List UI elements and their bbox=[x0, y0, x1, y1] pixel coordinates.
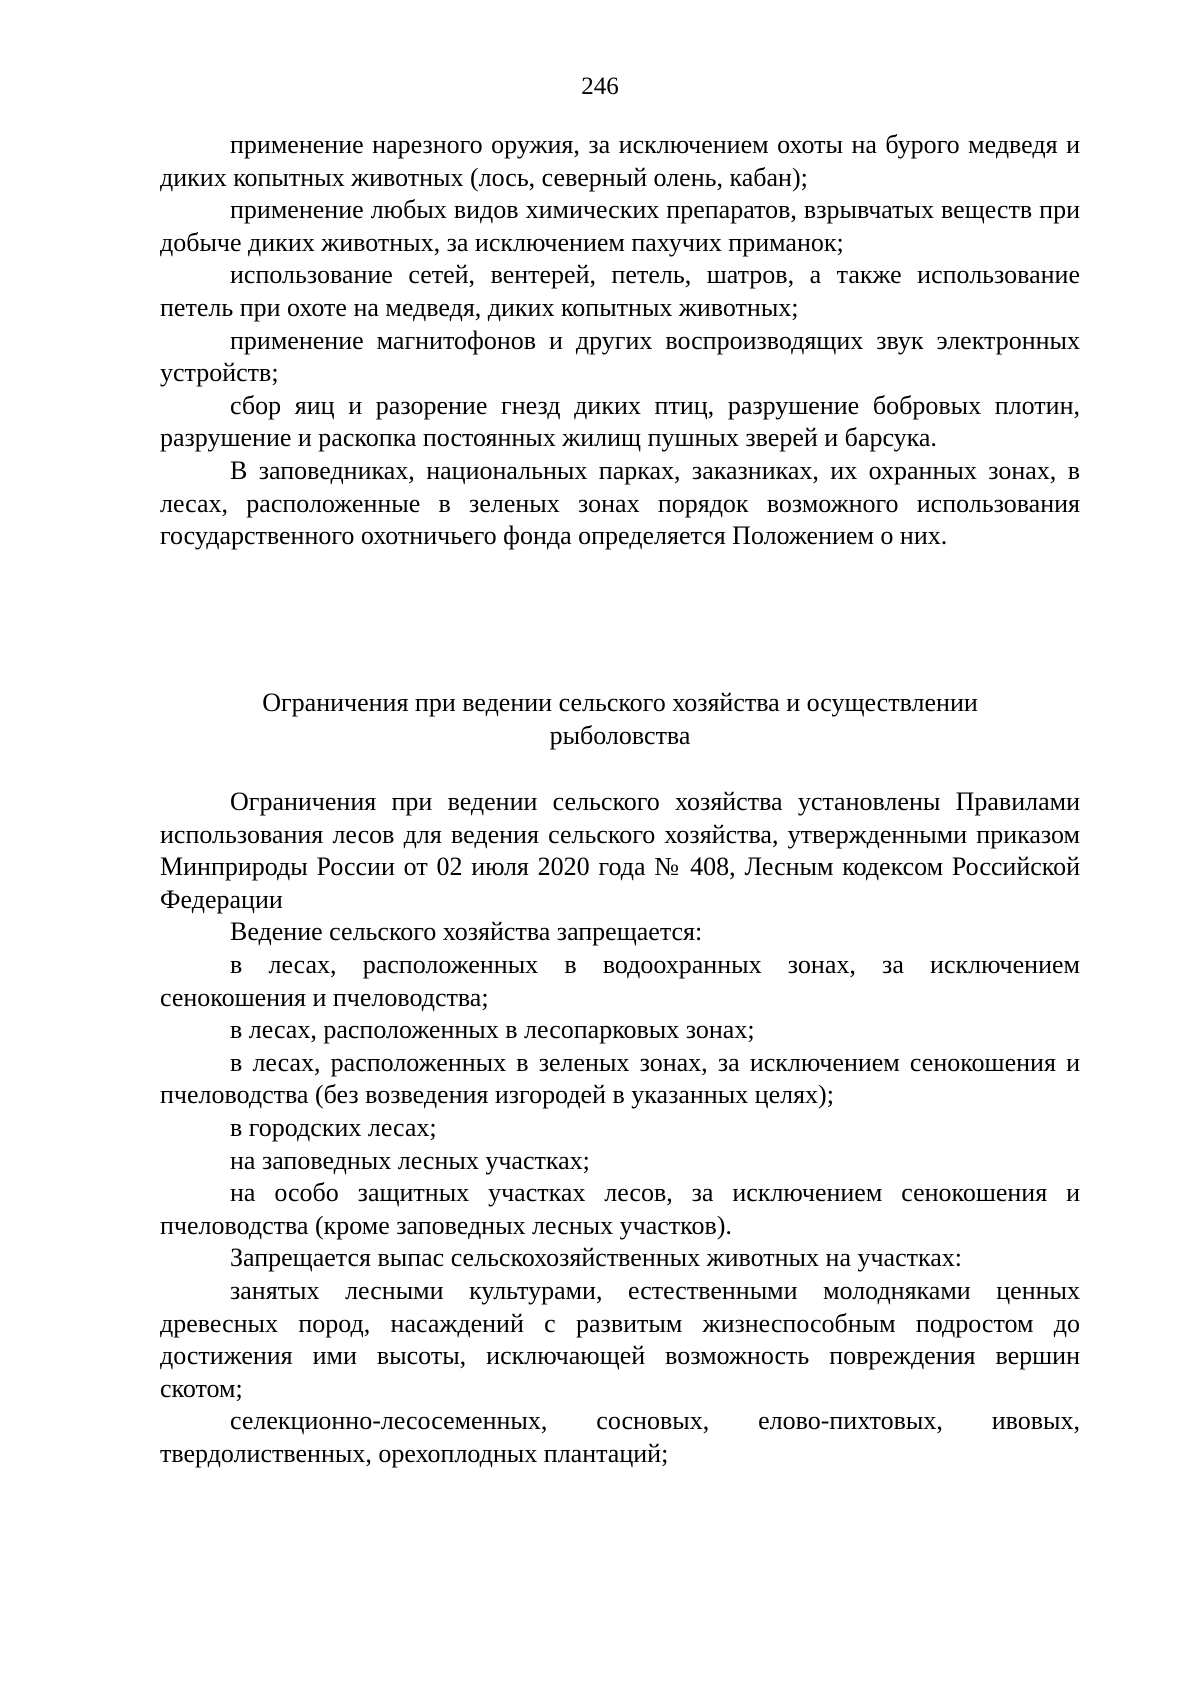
paragraph: на заповедных лесных участках; bbox=[230, 1145, 590, 1175]
paragraph: применение магнитофонов и других воспроизводящих звук электронных устройств; bbox=[160, 325, 1080, 388]
paragraph: В заповедниках, национальных парках, заказниках, их охранных зонах, в лесах, расположенные в зеленых зонах порядок возможного использования государственного охотничьего фонда определяется Положением о них. bbox=[160, 455, 1080, 551]
paragraph: сбор яиц и разорение гнезд диких птиц, разрушение бобровых плотин, разрушение и раскопка постоянных жилищ пушных зверей и барсука. bbox=[160, 390, 1080, 453]
paragraph: в лесах, расположенных в зеленых зонах, за исключением сенокошения и пчеловодства (без возведения изгородей в указанных целях); bbox=[160, 1047, 1080, 1110]
paragraph: в лесах, расположенных в водоохранных зонах, за исключением сенокошения и пчеловодства; bbox=[160, 949, 1080, 1012]
paragraph: на особо защитных участках лесов, за исключением сенокошения и пчеловодства (кроме заповедных лесных участков). bbox=[160, 1178, 1080, 1240]
page-number: 246 bbox=[581, 73, 619, 100]
paragraph: селекционно-лесосеменных, сосновых, елово-пихтовых, ивовых, твердолиственных, орехоплодных плантаций; bbox=[160, 1406, 1080, 1468]
paragraph: применение нарезного оружия, за исключением охоты на бурого медведя и диких копытных животных (лось, северный олень, кабан); bbox=[160, 130, 1080, 192]
paragraph: применение любых видов химических препаратов, взрывчатых веществ при добыче диких животных, за исключением пахучих приманок; bbox=[160, 195, 1080, 257]
paragraph: занятых лесными культурами, естественными молодняками ценных древесных пород, насаждений с развитым жизнеспособным подростом до достижения ими высоты, исключающей возможность повреждения вершин скотом; bbox=[160, 1275, 1080, 1403]
paragraph: Ведение сельского хозяйства запрещается: bbox=[230, 917, 703, 947]
paragraph: в лесах, расположенных в лесопарковых зонах; bbox=[230, 1015, 755, 1045]
text-block-agriculture-restrictions bbox=[160, 786, 1080, 1470]
section-heading-line: рыболовства bbox=[549, 721, 691, 750]
paragraph: в городских лесах; bbox=[230, 1112, 437, 1142]
section-heading-line: Ограничения при ведении сельского хозяйства и осуществлении bbox=[262, 688, 978, 717]
section-heading bbox=[160, 686, 1080, 752]
paragraph: Запрещается выпас сельскохозяйственных животных на участках: bbox=[230, 1243, 962, 1273]
paragraph: использование сетей, вентерей, петель, шатров, а также использование петель при охоте на медведя, диких копытных животных; bbox=[160, 260, 1080, 322]
text-block-hunting-restrictions bbox=[160, 129, 1080, 553]
paragraph: Ограничения при ведении сельского хозяйства установлены Правилами использования лесов для ведения сельского хозяйства, утвержденными приказом Минприроды России от 02 июля 2020 года № 408, Лесным кодексом Российской Федерации bbox=[160, 787, 1080, 914]
